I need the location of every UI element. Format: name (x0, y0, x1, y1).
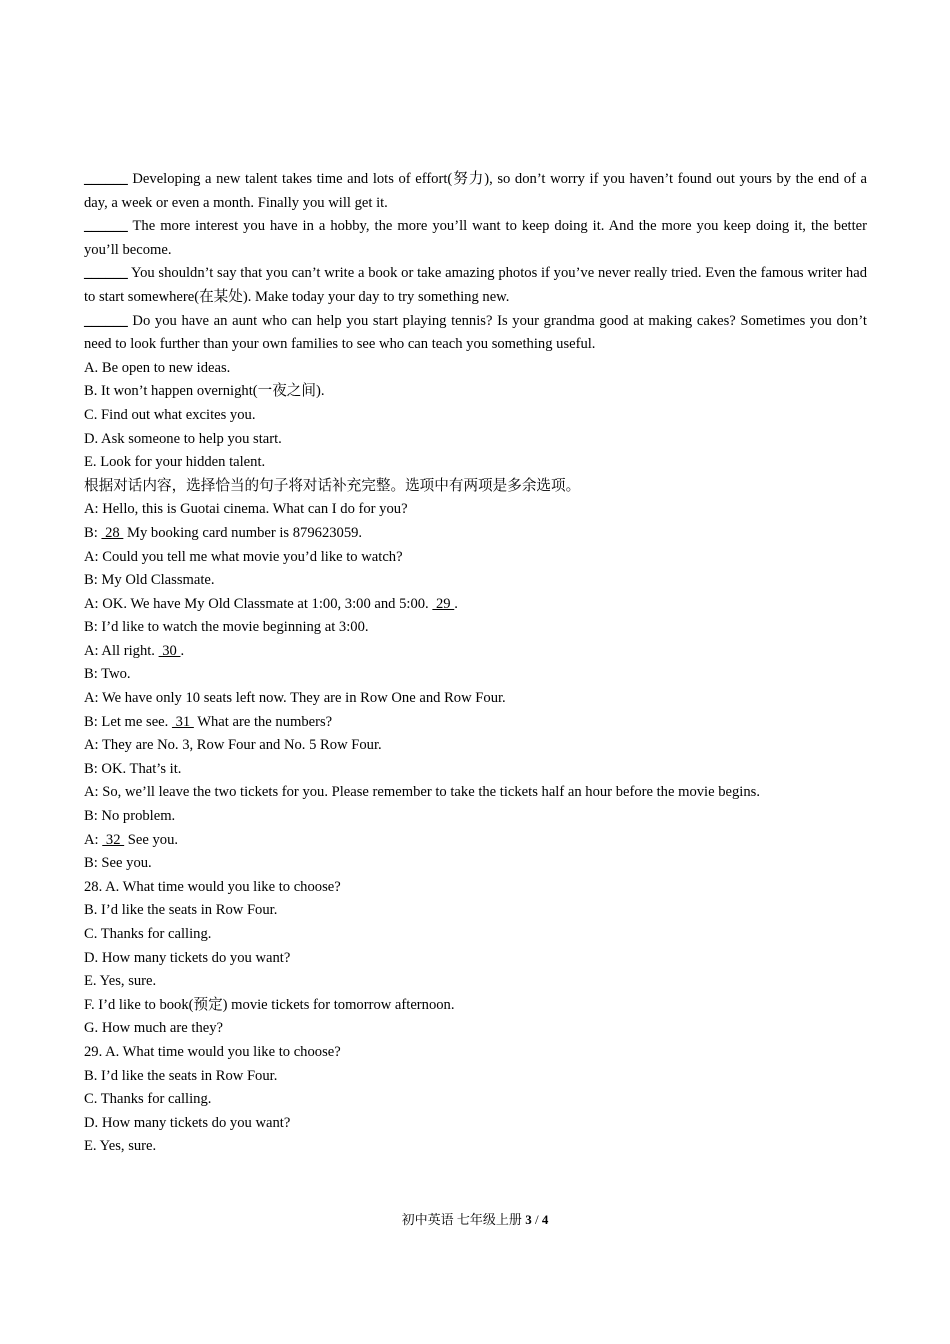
question-option: C. Thanks for calling. (84, 926, 212, 942)
paragraph-text: Developing a new talent takes time and lots of effort(努力), so don’t worry if you haven’t found out yours by the end of a day, a week or even a month. Finally you will get it. (84, 171, 867, 211)
document-body (84, 168, 867, 1159)
dialogue-text: B: My Old Classmate. (84, 572, 215, 589)
dialogue-text: B: See you. (84, 855, 152, 872)
dialogue-line (84, 758, 867, 782)
dialogue-line (84, 616, 867, 640)
dialogue-line (84, 522, 867, 546)
answer-blank: 29 (432, 595, 455, 612)
paragraph-4 (84, 310, 867, 357)
page-separator: / (531, 1212, 542, 1227)
question-option: E. Yes, sure. (84, 973, 157, 990)
question-option: C. Thanks for calling. (84, 1091, 212, 1108)
question-option: G. How much are they? (84, 1020, 223, 1037)
dialogue-text: A: They are No. 3, Row Four and No. 5 Row Four. (84, 737, 382, 754)
option-line: C. Find out what excites you. (84, 406, 256, 423)
dialogue-line (84, 734, 867, 758)
option-line: D. Ask someone to help you start. (84, 430, 282, 447)
question-option: F. I’d like to book(预定) movie tickets for tomorrow afternoon. (84, 996, 455, 1013)
page-footer (0, 1210, 950, 1230)
dialogue-line (84, 593, 867, 617)
question-option: E. Yes, sure. (84, 1138, 157, 1155)
question-option: D. How many tickets do you want? (84, 1114, 291, 1131)
dialogue-text: My booking card number is 879623059. (123, 524, 363, 541)
dialogue-text: B: (84, 524, 102, 541)
dialogue-text: A: All right. (84, 642, 159, 659)
section-instruction: 根据对话内容，选择恰当的句子将对话补充完整。选项中有两项是多余选项。 (84, 477, 581, 494)
answer-blank: ______ (84, 265, 128, 282)
answer-blank: ______ (84, 218, 128, 235)
dialogue-line (84, 781, 867, 805)
dialogue-text: See you. (124, 831, 179, 848)
answer-blank: ______ (84, 171, 128, 187)
dialogue-line (84, 687, 867, 711)
page-number: 3 (525, 1212, 532, 1227)
answer-blank: 31 (171, 713, 194, 730)
dialogue-text: A: We have only 10 seats left now. They are in Row One and Row Four. (84, 690, 506, 707)
dialogue-text: B: Two. (84, 666, 131, 683)
dialogue-text: A: So, we’ll leave the two tickets for you. Please remember to take the tickets half an hour before the movie begins. (84, 784, 760, 801)
dialogue-text: A: OK. We have My Old Classmate at 1:00, 3:00 and 5:00. (84, 595, 433, 612)
dialogue-text: B: OK. That’s it. (84, 760, 182, 777)
dialogue-line (84, 852, 867, 876)
answer-blank: 30 (158, 642, 181, 659)
paragraph-text: You shouldn’t say that you can’t write a book or take amazing photos if you’ve never really tried. Even the famous writer had to start somewhere(在某处). Make today your day to try something new. (84, 265, 867, 305)
dialogue-line (84, 663, 867, 687)
option-line: E. Look for your hidden talent. (84, 454, 266, 471)
paragraph-1 (84, 168, 867, 215)
dialogue-line (84, 829, 867, 853)
dialogue-text: B: Let me see. (84, 713, 172, 730)
footer-label: 初中英语 七年级上册 (401, 1212, 526, 1227)
option-line: A. Be open to new ideas. (84, 359, 231, 376)
answer-blank: ______ (84, 312, 128, 329)
dialogue-text: What are the numbers? (193, 713, 333, 730)
paragraph-2 (84, 215, 867, 262)
dialogue-line (84, 711, 867, 735)
dialogue-text: A: (84, 831, 103, 848)
dialogue-line (84, 640, 867, 664)
paragraph-text: The more interest you have in a hobby, the more you’ll want to keep doing it. And the more you keep doing it, the better you’ll become. (84, 218, 867, 258)
question-option: D. How many tickets do you want? (84, 949, 291, 966)
answer-blank: 28 (101, 524, 124, 541)
dialogue-text: A: Could you tell me what movie you’d like to watch? (84, 548, 403, 565)
dialogue-line (84, 546, 867, 570)
dialogue-line (84, 569, 867, 593)
paragraph-3 (84, 262, 867, 309)
page-total: 4 (541, 1212, 549, 1227)
dialogue-line (84, 805, 867, 829)
option-line: B. It won’t happen overnight(一夜之间). (84, 383, 325, 400)
dialogue-line (84, 498, 867, 522)
question-option: B. I’d like the seats in Row Four. (84, 902, 278, 919)
dialogue-text: A: Hello, this is Guotai cinema. What can I do for you? (84, 501, 408, 518)
question-option: B. I’d like the seats in Row Four. (84, 1067, 278, 1084)
dialogue-text: . (454, 595, 458, 612)
question-option: 28. A. What time would you like to choose? (84, 878, 341, 895)
dialogue-text: . (180, 642, 185, 659)
question-option: 29. A. What time would you like to choose? (84, 1043, 341, 1060)
paragraph-text: Do you have an aunt who can help you start playing tennis? Is your grandma good at making cakes? Sometimes you don’t need to look further than your own families to see who can teach you something useful. (84, 312, 867, 353)
answer-blank: 32 (102, 831, 125, 848)
dialogue-text: B: No problem. (84, 808, 176, 825)
dialogue-text: B: I’d like to watch the movie beginning at 3:00. (84, 619, 369, 636)
